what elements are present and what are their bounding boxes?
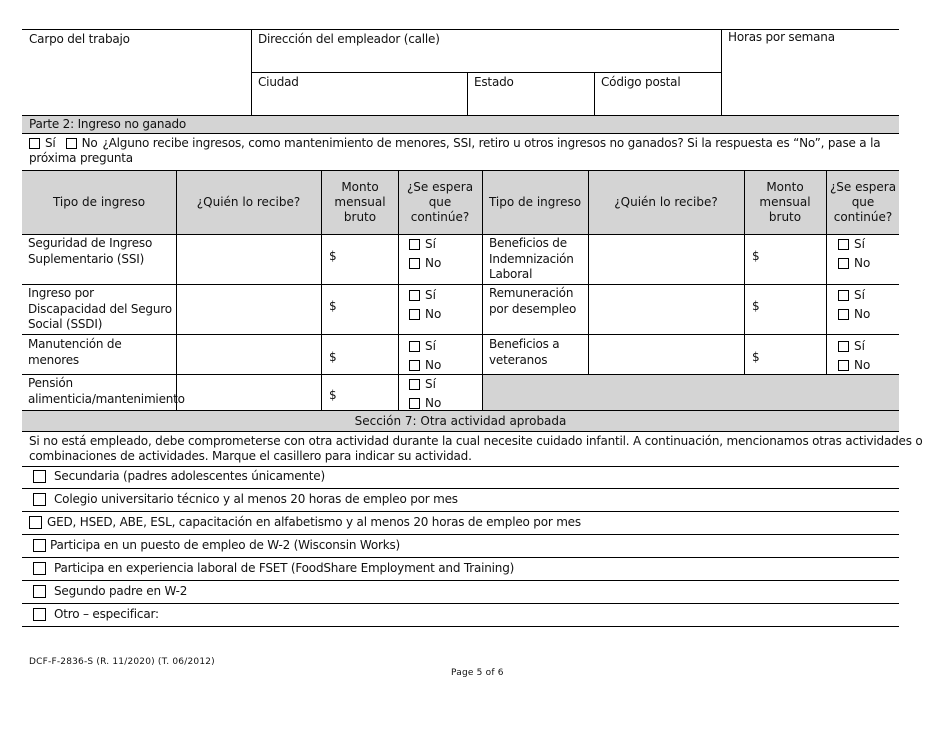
- yes-label: Sí: [425, 288, 436, 302]
- rule: [22, 580, 899, 581]
- rule: [321, 170, 322, 410]
- no-checkbox[interactable]: [409, 360, 420, 371]
- rule: [398, 170, 399, 410]
- form-id: DCF-F-2836-S (R. 11/2020) (T. 06/2012): [29, 657, 215, 667]
- col-header-amount-2: Monto mensual bruto: [759, 179, 811, 224]
- yes-label: Sí: [425, 237, 436, 251]
- yes-label: Sí: [854, 237, 865, 251]
- no-checkbox[interactable]: [838, 309, 849, 320]
- amount-dollar: $: [752, 350, 760, 364]
- no-checkbox[interactable]: [409, 258, 420, 269]
- rule: [721, 29, 722, 115]
- part2-question-text-cont: próxima pregunta: [29, 151, 133, 165]
- amount-dollar: $: [329, 249, 337, 263]
- rule: [826, 170, 827, 374]
- amount-dollar: $: [329, 299, 337, 313]
- activity-option: [33, 607, 159, 621]
- income-type-veterans: Beneficios a veteranos: [489, 337, 560, 367]
- continue-choice: [409, 235, 441, 273]
- yes-checkbox[interactable]: [409, 379, 420, 390]
- activity-label: Otro – especificar:: [54, 607, 159, 621]
- rule: [744, 170, 745, 374]
- income-type-ssi: Seguridad de Ingreso Suplementario (SSI): [28, 236, 153, 266]
- rule: [22, 234, 899, 235]
- rule: [22, 334, 899, 335]
- rule: [22, 374, 899, 375]
- activity-option: [33, 584, 187, 598]
- no-label: No: [854, 358, 871, 372]
- no-checkbox[interactable]: [838, 258, 849, 269]
- no-label: No: [854, 256, 871, 270]
- amount-dollar: $: [752, 299, 760, 313]
- rule: [22, 488, 899, 489]
- activity-option: [33, 538, 400, 552]
- activity-checkbox[interactable]: [33, 608, 46, 621]
- section7-intro-cont: combinaciones de actividades. Marque el casillero para indicar su actividad.: [29, 449, 472, 463]
- continue-choice: [409, 286, 441, 324]
- rule: [22, 626, 899, 627]
- rule: [251, 72, 721, 73]
- yes-checkbox[interactable]: [838, 239, 849, 250]
- continue-choice: [409, 375, 441, 413]
- income-type-unemployment: Remuneración por desempleo: [489, 286, 577, 316]
- state-label: Estado: [474, 75, 514, 89]
- part2-question-text: ¿Alguno recibe ingresos, como mantenimiento de menores, SSI, retiro u otros ingresos no ganados? Si la respuesta es “No”, pase a la: [102, 136, 881, 150]
- rule: [22, 534, 899, 535]
- part2-title: Parte 2: Ingreso no ganado: [29, 117, 187, 131]
- rule: [22, 133, 899, 134]
- section7-intro: Si no está empleado, debe comprometerse con otra actividad durante la cual necesite cuidado infantil. A continuación, mencionamos otras actividades o: [29, 434, 923, 448]
- yes-label: Sí: [425, 339, 436, 353]
- activity-label: Secundaria (padres adolescentes únicamente): [54, 469, 325, 483]
- employer-address-label: Dirección del empleador (calle): [258, 32, 440, 46]
- activity-checkbox[interactable]: [33, 539, 46, 552]
- activity-label: Colegio universitario técnico y al menos 20 horas de empleo por mes: [54, 492, 458, 506]
- yes-label: Sí: [425, 377, 436, 391]
- no-label: No: [854, 307, 871, 321]
- part2-no-checkbox[interactable]: [66, 138, 77, 149]
- col-header-income-type: Tipo de ingreso: [52, 194, 146, 209]
- amount-dollar: $: [752, 249, 760, 263]
- activity-checkbox[interactable]: [33, 562, 46, 575]
- no-label: No: [425, 256, 442, 270]
- rule: [22, 115, 899, 116]
- activity-option: [29, 515, 581, 529]
- yes-checkbox[interactable]: [409, 290, 420, 301]
- rule: [594, 72, 595, 115]
- activity-label: GED, HSED, ABE, ESL, capacitación en alfabetismo y al menos 20 horas de empleo por mes: [47, 515, 581, 529]
- continue-choice: [838, 235, 870, 273]
- activity-checkbox[interactable]: [33, 493, 46, 506]
- part2-yes-checkbox[interactable]: [29, 138, 40, 149]
- no-checkbox[interactable]: [409, 398, 420, 409]
- continue-choice: [838, 337, 870, 375]
- activity-label: Participa en experiencia laboral de FSET (FoodShare Employment and Training): [54, 561, 515, 575]
- job-title-label: Carpo del trabajo: [29, 32, 130, 46]
- yes-label: Sí: [854, 288, 865, 302]
- rule: [467, 72, 468, 115]
- activity-option: [33, 561, 514, 575]
- part2-yes-label: Sí: [45, 136, 56, 150]
- part2-question-row: [29, 136, 880, 151]
- yes-checkbox[interactable]: [409, 239, 420, 250]
- yes-checkbox[interactable]: [838, 341, 849, 352]
- col-header-continue-2: ¿Se espera que continúe?: [829, 179, 897, 224]
- zip-label: Código postal: [601, 75, 681, 89]
- no-label: No: [425, 307, 442, 321]
- no-label: No: [425, 396, 442, 410]
- rule: [22, 284, 899, 285]
- income-type-ssdi: Ingreso por Discapacidad del Seguro Social (SSDI): [28, 286, 172, 331]
- activity-label: Segundo padre en W-2: [54, 584, 188, 598]
- activity-checkbox[interactable]: [33, 470, 46, 483]
- continue-choice: [409, 337, 441, 375]
- no-checkbox[interactable]: [838, 360, 849, 371]
- no-label: No: [425, 358, 442, 372]
- income-type-workers-comp: Beneficios de Indemnización Laboral: [489, 236, 574, 281]
- yes-label: Sí: [854, 339, 865, 353]
- rule: [22, 431, 899, 432]
- amount-dollar: $: [329, 350, 337, 364]
- no-checkbox[interactable]: [409, 309, 420, 320]
- col-header-income-type-2: Tipo de ingreso: [488, 194, 582, 209]
- income-table-empty-cell: [482, 374, 899, 410]
- col-header-amount: Monto mensual bruto: [334, 179, 386, 224]
- yes-checkbox[interactable]: [838, 290, 849, 301]
- activity-checkbox[interactable]: [33, 585, 46, 598]
- yes-checkbox[interactable]: [409, 341, 420, 352]
- rule: [22, 511, 899, 512]
- rule: [22, 603, 899, 604]
- rule: [22, 466, 899, 467]
- col-header-who-2: ¿Quién lo recibe?: [614, 194, 718, 209]
- activity-option: [33, 469, 325, 483]
- income-type-child-support: Manutención de menores: [28, 337, 122, 367]
- activity-label: Participa en un puesto de empleo de W-2 (Wisconsin Works): [50, 538, 400, 552]
- activity-option: [33, 492, 458, 506]
- col-header-who: ¿Quién lo recibe?: [196, 194, 301, 209]
- hours-per-week-label: Horas por semana: [728, 30, 835, 44]
- amount-dollar: $: [329, 388, 337, 402]
- city-label: Ciudad: [258, 75, 299, 89]
- part2-no-label: No: [81, 136, 98, 150]
- income-type-alimony: Pensión alimenticia/mantenimiento: [28, 376, 185, 406]
- continue-choice: [838, 286, 870, 324]
- activity-checkbox[interactable]: [29, 516, 42, 529]
- section7-title: Sección 7: Otra actividad aprobada: [354, 413, 567, 428]
- rule: [22, 557, 899, 558]
- col-header-continue: ¿Se espera que continúe?: [406, 179, 474, 224]
- page-number: Page 5 of 6: [451, 668, 504, 678]
